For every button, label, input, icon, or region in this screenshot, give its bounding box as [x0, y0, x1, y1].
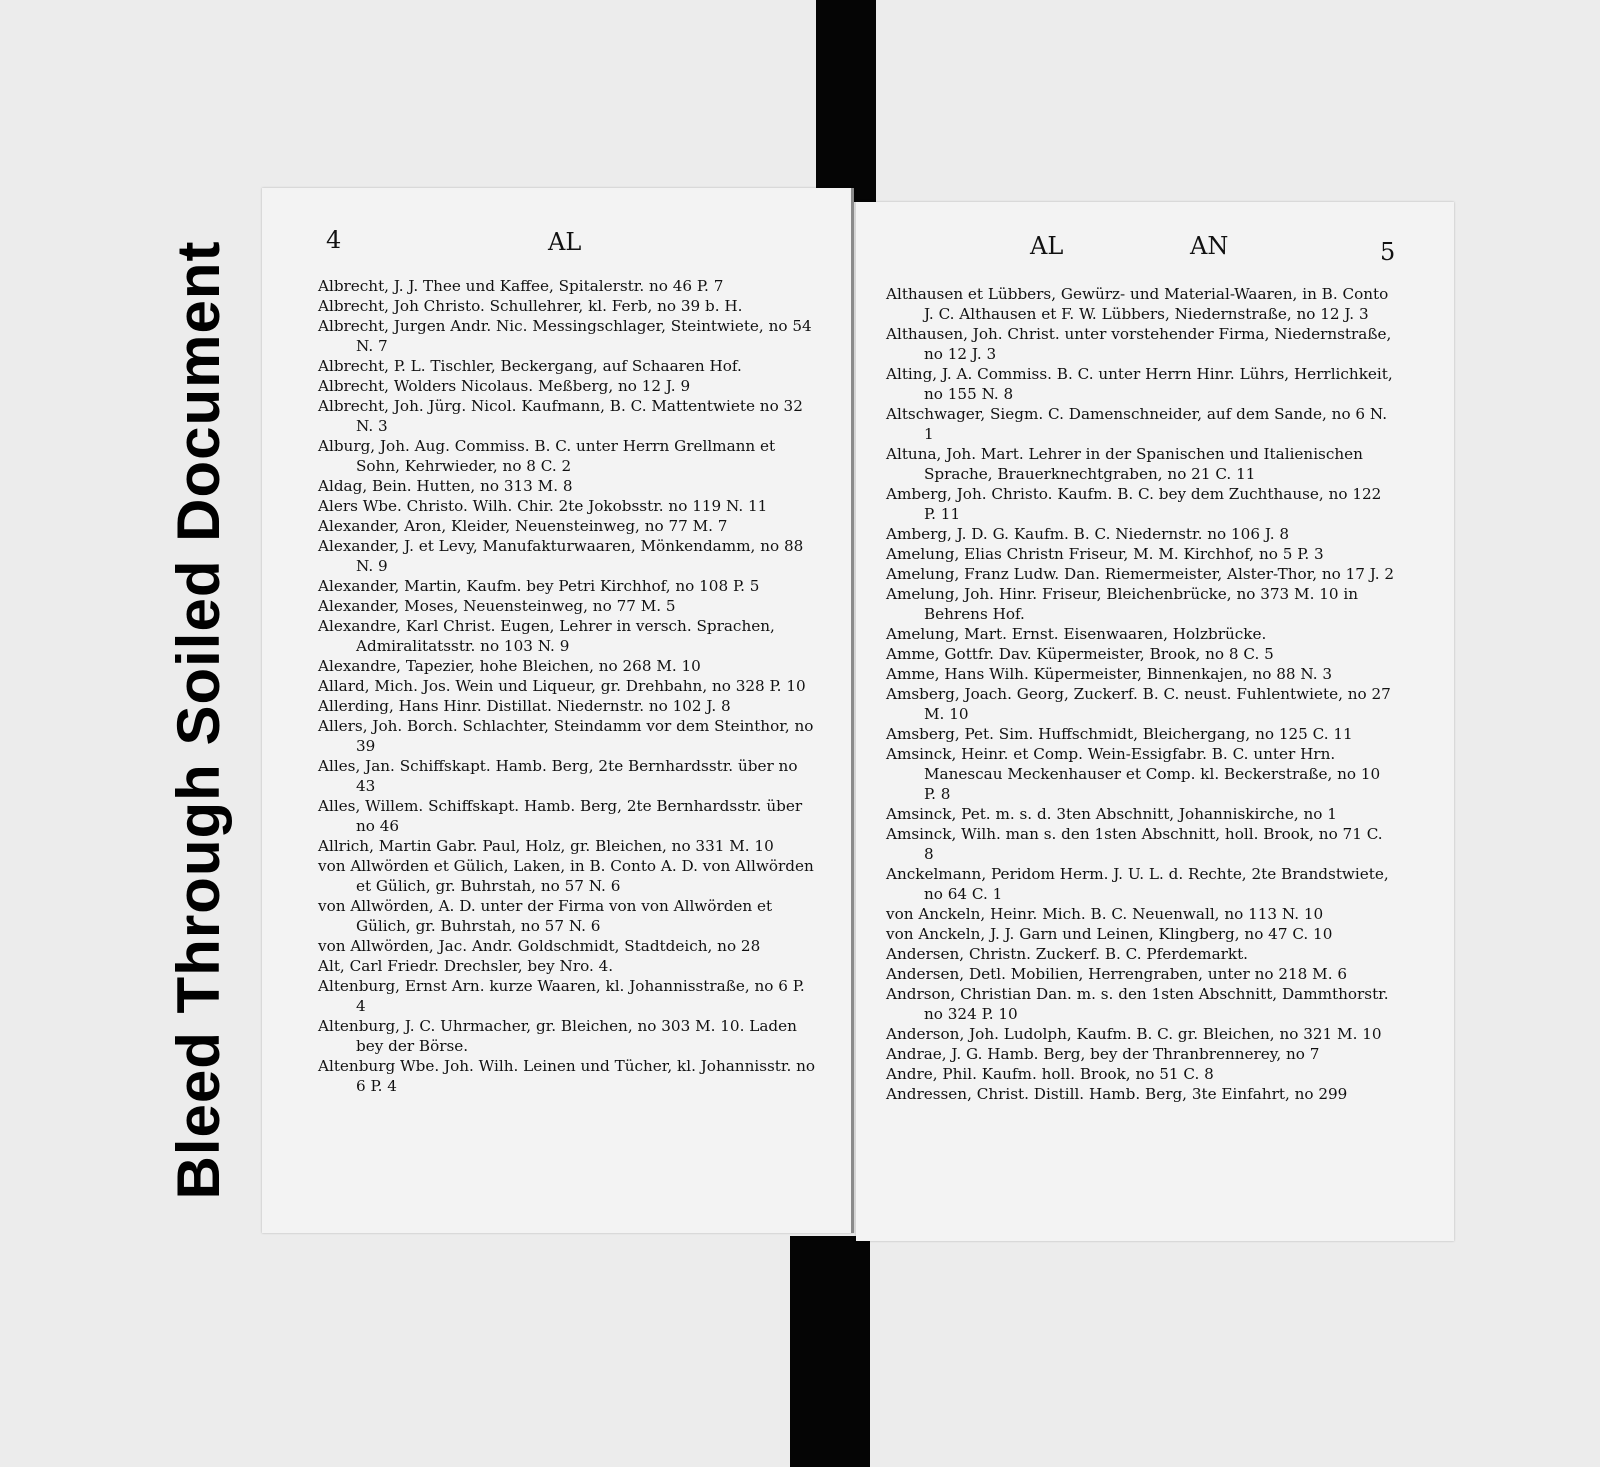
- directory-entry: [318, 316, 818, 356]
- entry-text: Alexander, Moses, Neuensteinweg, no 77 M. 5: [318, 597, 676, 615]
- right-page-heading-al: AL: [1030, 232, 1064, 260]
- entry-text: Amberg, Joh. Christo. Kaufm. B. C. bey dem Zuchthause, no 122 P. 11: [886, 485, 1382, 523]
- entry-text: von Allwörden et Gülich, Laken, in B. Conto A. D. von Allwörden et Gülich, gr. Buhrstah, no 57 N. 6: [318, 857, 814, 895]
- directory-entry: [318, 956, 818, 976]
- entry-text: Albrecht, Joh Christo. Schullehrer, kl. Ferb, no 39 b. H.: [318, 297, 743, 315]
- directory-entry: [318, 476, 818, 496]
- entry-text: Albrecht, Jurgen Andr. Nic. Messingschlager, Steintwiete, no 54 N. 7: [318, 317, 812, 355]
- entry-text: Albrecht, Wolders Nicolaus. Meßberg, no 12 J. 9: [318, 377, 691, 395]
- entry-text: Alles, Jan. Schiffskapt. Hamb. Berg, 2te Bernhardsstr. über no 43: [318, 757, 798, 795]
- entry-text: Altuna, Joh. Mart. Lehrer in der Spanischen und Italienischen Sprache, Brauerknechtgraben, no 21 C. 11: [886, 445, 1363, 483]
- directory-entry: [318, 976, 818, 1016]
- directory-entry: [318, 1016, 818, 1056]
- entry-text: Anckelmann, Peridom Herm. J. U. L. d. Rechte, 2te Brandstwiete, no 64 C. 1: [886, 865, 1389, 903]
- directory-entry: [318, 756, 818, 796]
- entry-text: von Allwörden, Jac. Andr. Goldschmidt, Stadtdeich, no 28: [318, 937, 761, 955]
- entry-text: Althausen, Joh. Christ. unter vorstehender Firma, Niedernstraße, no 12 J. 3: [886, 325, 1392, 363]
- directory-entry: [886, 524, 1396, 544]
- entry-text: Altschwager, Siegm. C. Damenschneider, auf dem Sande, no 6 N. 1: [886, 405, 1388, 443]
- directory-entry: [318, 396, 818, 436]
- directory-entry: [318, 536, 818, 576]
- entry-text: Alting, J. A. Commiss. B. C. unter Herrn Hinr. Lührs, Herrlichkeit, no 155 N. 8: [886, 365, 1393, 403]
- directory-entry: [886, 864, 1396, 904]
- entry-text: Andre, Phil. Kaufm. holl. Brook, no 51 C. 8: [886, 1065, 1214, 1083]
- entry-text: Amsberg, Joach. Georg, Zuckerf. B. C. neust. Fuhlentwiete, no 27 M. 10: [886, 685, 1391, 723]
- entry-text: Amsinck, Pet. m. s. d. 3ten Abschnitt, Johanniskirche, no 1: [886, 805, 1337, 823]
- directory-entry: [318, 896, 818, 936]
- entry-text: Albrecht, P. L. Tischler, Beckergang, auf Schaaren Hof.: [318, 357, 742, 375]
- entry-text: Albrecht, J. J. Thee und Kaffee, Spitalerstr. no 46 P. 7: [318, 277, 724, 295]
- directory-entry: [318, 656, 818, 676]
- left-page-number: 4: [326, 226, 342, 254]
- directory-entry: [318, 796, 818, 836]
- entry-text: Anderson, Joh. Ludolph, Kaufm. B. C. gr. Bleichen, no 321 M. 10: [886, 1025, 1382, 1043]
- directory-entry: [318, 856, 818, 896]
- entry-text: Amme, Gottfr. Dav. Küpermeister, Brook, no 8 C. 5: [886, 645, 1274, 663]
- entry-text: Amberg, J. D. G. Kaufm. B. C. Niedernstr. no 106 J. 8: [886, 525, 1290, 543]
- directory-entry: [318, 696, 818, 716]
- directory-entry: [318, 836, 818, 856]
- entry-text: Alers Wbe. Christo. Wilh. Chir. 2te Jokobsstr. no 119 N. 11: [318, 497, 768, 515]
- directory-entry: [886, 804, 1396, 824]
- directory-entry: [318, 596, 818, 616]
- directory-entry: [886, 364, 1396, 404]
- directory-entry: [318, 716, 818, 756]
- entry-text: Amsinck, Wilh. man s. den 1sten Abschnitt, holl. Brook, no 71 C. 8: [886, 825, 1383, 863]
- directory-entry: [318, 496, 818, 516]
- entry-text: Amsinck, Heinr. et Comp. Wein-Essigfabr. B. C. unter Hrn. Manescau Meckenhauser et Comp. kl. Beckerstraße, no 10 P. 8: [886, 745, 1381, 803]
- directory-entry: [886, 1024, 1396, 1044]
- entry-text: Allard, Mich. Jos. Wein und Liqueur, gr. Drehbahn, no 328 P. 10: [318, 677, 806, 695]
- right-page: [856, 202, 1454, 1241]
- entry-text: Alburg, Joh. Aug. Commiss. B. C. unter Herrn Grellmann et Sohn, Kehrwieder, no 8 C. 2: [318, 437, 776, 475]
- directory-entry: [886, 744, 1396, 804]
- directory-entry: [886, 964, 1396, 984]
- directory-entry: [886, 984, 1396, 1024]
- entry-text: Altenburg Wbe. Joh. Wilh. Leinen und Tücher, kl. Johannisstr. no 6 P. 4: [318, 1057, 816, 1095]
- directory-entry: [318, 936, 818, 956]
- directory-entry: [886, 664, 1396, 684]
- entry-text: von Anckeln, Heinr. Mich. B. C. Neuenwall, no 113 N. 10: [886, 905, 1324, 923]
- entry-text: Alexander, J. et Levy, Manufakturwaaren, Mönkendamm, no 88 N. 9: [318, 537, 804, 575]
- entry-text: Amsberg, Pet. Sim. Huffschmidt, Bleichergang, no 125 C. 11: [886, 725, 1353, 743]
- directory-entry: [886, 484, 1396, 524]
- entry-text: Allrich, Martin Gabr. Paul, Holz, gr. Bleichen, no 331 M. 10: [318, 837, 774, 855]
- entry-text: Allers, Joh. Borch. Schlachter, Steindamm vor dem Steinthor, no 39: [318, 717, 814, 755]
- right-page-number: 5: [1380, 238, 1396, 266]
- directory-entry: [886, 904, 1396, 924]
- directory-entry: [886, 944, 1396, 964]
- directory-entry: [318, 1056, 818, 1096]
- entry-text: Andersen, Christn. Zuckerf. B. C. Pferdemarkt.: [886, 945, 1249, 963]
- entry-text: Andrson, Christian Dan. m. s. den 1sten Abschnitt, Dammthorstr. no 324 P. 10: [886, 985, 1389, 1023]
- directory-entry: [318, 576, 818, 596]
- entry-text: Amelung, Elias Christn Friseur, M. M. Kirchhof, no 5 P. 3: [886, 545, 1324, 563]
- directory-entry: [886, 324, 1396, 364]
- entry-text: Andrae, J. G. Hamb. Berg, bey der Thranbrennerey, no 7: [886, 1045, 1320, 1063]
- directory-entry: [886, 724, 1396, 744]
- directory-entry: [886, 1084, 1396, 1104]
- left-page-heading: AL: [548, 228, 582, 256]
- directory-entry: [886, 284, 1396, 324]
- entry-text: Alexandre, Tapezier, hohe Bleichen, no 268 M. 10: [318, 657, 701, 675]
- binding-shadow-top: [816, 0, 876, 202]
- directory-entry: [318, 616, 818, 656]
- entry-text: Aldag, Bein. Hutten, no 313 M. 8: [318, 477, 573, 495]
- entry-text: Amelung, Franz Ludw. Dan. Riemermeister, Alster-Thor, no 17 J. 2: [886, 565, 1395, 583]
- directory-entry: [886, 1064, 1396, 1084]
- left-entries-list: [318, 276, 818, 1096]
- directory-entry: [886, 584, 1396, 624]
- directory-entry: [318, 296, 818, 316]
- entry-text: Altenburg, J. C. Uhrmacher, gr. Bleichen, no 303 M. 10. Laden bey der Börse.: [318, 1017, 797, 1055]
- entry-text: Andressen, Christ. Distill. Hamb. Berg, 3te Einfahrt, no 299: [886, 1085, 1348, 1103]
- directory-entry: [318, 276, 818, 296]
- entry-text: Alt, Carl Friedr. Drechsler, bey Nro. 4.: [318, 957, 614, 975]
- entry-text: Amelung, Mart. Ernst. Eisenwaaren, Holzbrücke.: [886, 625, 1267, 643]
- entry-text: Amme, Hans Wilh. Küpermeister, Binnenkajen, no 88 N. 3: [886, 665, 1333, 683]
- entry-text: Alles, Willem. Schiffskapt. Hamb. Berg, 2te Bernhardsstr. über no 46: [318, 797, 803, 835]
- directory-entry: [318, 676, 818, 696]
- entry-text: Allerding, Hans Hinr. Distillat. Niedernstr. no 102 J. 8: [318, 697, 731, 715]
- entry-text: Alexander, Aron, Kleider, Neuensteinweg, no 77 M. 7: [318, 517, 728, 535]
- entry-text: Andersen, Detl. Mobilien, Herrengraben, unter no 218 M. 6: [886, 965, 1348, 983]
- directory-entry: [886, 624, 1396, 644]
- directory-entry: [318, 436, 818, 476]
- entry-text: von Anckeln, J. J. Garn und Leinen, Klingberg, no 47 C. 10: [886, 925, 1333, 943]
- directory-entry: [886, 1044, 1396, 1064]
- side-label: Bleed Through Soiled Document: [164, 240, 232, 1200]
- entry-text: Altenburg, Ernst Arn. kurze Waaren, kl. Johannisstraße, no 6 P. 4: [318, 977, 805, 1015]
- right-entries-list: [886, 284, 1396, 1104]
- directory-entry: [886, 824, 1396, 864]
- entry-text: Alexandre, Karl Christ. Eugen, Lehrer in versch. Sprachen, Admiralitatsstr. no 103 N. 9: [318, 617, 775, 655]
- directory-entry: [318, 356, 818, 376]
- entry-text: Althausen et Lübbers, Gewürz- und Material-Waaren, in B. Conto J. C. Althausen et F. W. Lübbers, Niedernstraße, no 12 J. 3: [886, 285, 1389, 323]
- directory-entry: [318, 376, 818, 396]
- directory-entry: [886, 544, 1396, 564]
- directory-entry: [886, 644, 1396, 664]
- entry-text: Amelung, Joh. Hinr. Friseur, Bleichenbrücke, no 373 M. 10 in Behrens Hof.: [886, 585, 1359, 623]
- entry-text: Albrecht, Joh. Jürg. Nicol. Kaufmann, B. C. Mattentwiete no 32 N. 3: [318, 397, 803, 435]
- entry-text: Alexander, Martin, Kaufm. bey Petri Kirchhof, no 108 P. 5: [318, 577, 760, 595]
- directory-entry: [886, 404, 1396, 444]
- right-page-heading-an: AN: [1190, 232, 1229, 260]
- directory-entry: [886, 684, 1396, 724]
- directory-entry: [886, 564, 1396, 584]
- entry-text: von Allwörden, A. D. unter der Firma von von Allwörden et Gülich, gr. Buhrstah, no 57 N. 6: [318, 897, 773, 935]
- left-page: [262, 188, 854, 1233]
- directory-entry: [886, 444, 1396, 484]
- binding-shadow-bottom: [790, 1236, 870, 1467]
- directory-entry: [318, 516, 818, 536]
- directory-entry: [886, 924, 1396, 944]
